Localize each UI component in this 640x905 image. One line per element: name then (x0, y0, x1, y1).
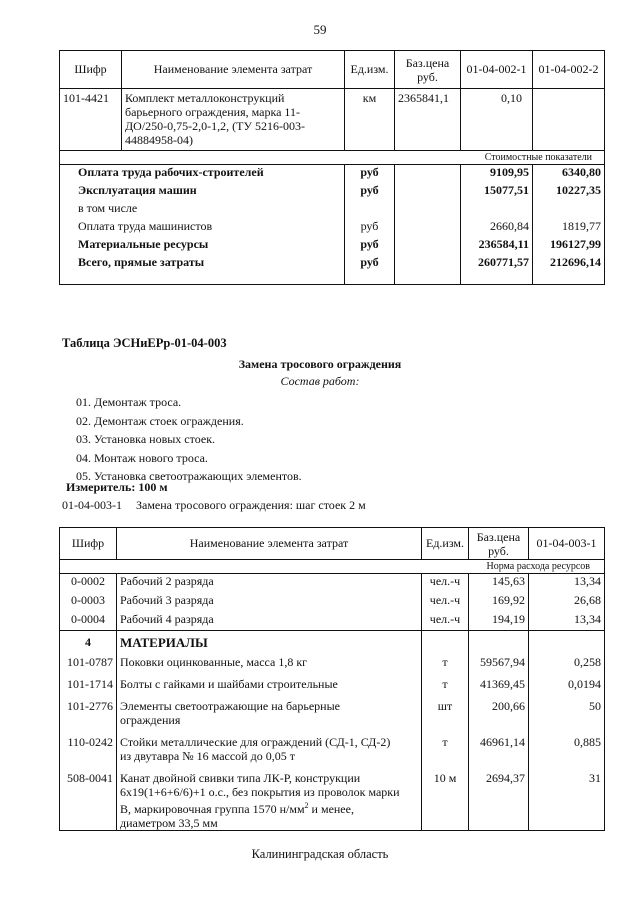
row-col-b: 10227,35 (533, 183, 605, 201)
material-name: Поковки оцинкованные, масса 1,8 кг (117, 655, 422, 677)
labor-code: 0-0003 (60, 593, 117, 612)
header-unit: Ед.изм. (345, 51, 395, 89)
material-unit: шт (422, 699, 469, 735)
row-col-a: 260771,57 (461, 255, 533, 285)
material-name (117, 771, 422, 831)
material-name-line: ограждения (120, 712, 181, 727)
material-price: 2694,37 (469, 771, 529, 831)
material-name-line: Стойки металлические для ограждений (СД-1, СД-2) (120, 734, 391, 749)
material-unit: т (422, 677, 469, 699)
header-base-price: Баз.цена руб. (395, 51, 461, 89)
material-code: 508-0041 (60, 771, 117, 831)
material-name (117, 735, 422, 771)
header-col-a: 01-04-002-1 (461, 51, 533, 89)
item-col-b (533, 89, 605, 151)
material-price: 59567,94 (469, 655, 529, 677)
row-name: Оплата труда рабочих-строителей (60, 165, 345, 183)
section-row (60, 151, 605, 165)
header-unit: Ед.изм. (422, 528, 469, 560)
labor-value: 13,34 (529, 574, 605, 593)
row-col-b: 196127,99 (533, 237, 605, 255)
labor-value: 26,68 (529, 593, 605, 612)
table-row (60, 677, 605, 699)
material-code: 101-1714 (60, 677, 117, 699)
header-code: Шифр (60, 51, 122, 89)
labor-unit: чел.-ч (422, 593, 469, 612)
material-name-line: диаметром 33,5 мм (120, 815, 218, 830)
header-code: Шифр (60, 528, 117, 560)
table-row (60, 201, 605, 219)
row-col-a: 2660,84 (461, 219, 533, 237)
material-code: 101-2776 (60, 699, 117, 735)
row-name: Всего, прямые затраты (60, 255, 345, 285)
labor-unit: чел.-ч (422, 574, 469, 593)
table-title: Таблица ЭСНиЕРр-01-04-003 (62, 336, 227, 350)
row-col-a: 9109,95 (461, 165, 533, 183)
table-row (60, 699, 605, 735)
material-name (117, 699, 422, 735)
item-unit: км (345, 89, 395, 151)
list-item: 03. Установка новых стоек. (76, 432, 216, 446)
table-row (60, 183, 605, 201)
labor-price: 145,63 (469, 574, 529, 593)
norm-label: Норма расхода ресурсов (60, 560, 605, 574)
work-list (76, 393, 302, 486)
materials-header-row (60, 631, 605, 655)
labor-name: Рабочий 4 разряда (117, 612, 422, 631)
header-name: Наименование элемента затрат (122, 51, 345, 89)
material-code: 110-0242 (60, 735, 117, 771)
row-unit: руб (345, 183, 395, 201)
row-col-a (461, 201, 533, 219)
item-col-a: 0,10 (461, 89, 533, 151)
table-row (60, 165, 605, 183)
composition-title: Состав работ: (280, 374, 360, 388)
header-base-price: Баз.цена руб. (469, 528, 529, 560)
header-col-a: 01-04-003-1 (529, 528, 605, 560)
row-name: Материальные ресурсы (60, 237, 345, 255)
table-row (60, 735, 605, 771)
row-col-b: 212696,14 (533, 255, 605, 285)
row-name: Оплата труда машинистов (60, 219, 345, 237)
list-item: 01. Демонтаж троса. (76, 395, 182, 409)
material-unit: т (422, 655, 469, 677)
header-name: Наименование элемента затрат (117, 528, 422, 560)
item-name (122, 89, 345, 151)
table-row (60, 612, 605, 631)
row-unit: руб (345, 255, 395, 285)
row-col-a: 236584,11 (461, 237, 533, 255)
material-value: 31 (529, 771, 605, 831)
material-name-line: Канат двойной свивки типа ЛК-Р, конструкции (120, 770, 361, 785)
material-name-line: В, маркировочная группа 1570 $н/мм^2$ и менее, (120, 800, 354, 816)
material-name-line: Элементы светоотражающие на барьерные (120, 698, 340, 713)
row-col-b: 6340,80 (533, 165, 605, 183)
material-code: 101-0787 (60, 655, 117, 677)
material-value: 0,885 (529, 735, 605, 771)
labor-code: 0-0004 (60, 612, 117, 631)
table-row (60, 771, 605, 831)
list-item: 04. Монтаж нового троса. (76, 450, 208, 465)
cost-table-01-04-002 (59, 50, 605, 285)
material-unit: т (422, 735, 469, 771)
section-title: Замена тросового ограждения (238, 357, 402, 371)
material-name: Болты с гайками и шайбами строительные (117, 677, 422, 699)
material-price: 41369,45 (469, 677, 529, 699)
section-row (60, 560, 605, 574)
measure-unit: Измеритель: 100 м (66, 480, 168, 494)
list-item: 02. Демонтаж стоек ограждения. (76, 413, 244, 428)
labor-name: Рабочий 2 разряда (117, 574, 422, 593)
row-unit: руб (345, 237, 395, 255)
labor-price: 169,92 (469, 593, 529, 612)
table-row (60, 255, 605, 285)
row-unit (345, 201, 395, 219)
table-row (60, 593, 605, 612)
row-col-a: 15077,51 (461, 183, 533, 201)
labor-code: 0-0002 (60, 574, 117, 593)
labor-price: 194,19 (469, 612, 529, 631)
material-value: 0,258 (529, 655, 605, 677)
variant-line (62, 498, 366, 513)
material-price: 46961,14 (469, 735, 529, 771)
material-price: 200,66 (469, 699, 529, 735)
list-item: 05. Установка светоотражающих элементов. (76, 469, 302, 483)
footer-region: Калининградская область (251, 847, 389, 861)
table-header-row (60, 51, 605, 89)
row-col-b (533, 201, 605, 219)
table-row (60, 219, 605, 237)
variant-description: Замена тросового ограждения: шаг стоек 2 м (136, 498, 366, 512)
material-value: 50 (529, 699, 605, 735)
table-row (60, 237, 605, 255)
table-row (60, 574, 605, 593)
table-row (60, 655, 605, 677)
page-number: 59 (313, 22, 327, 37)
material-name-line: 6х19(1+6+6/6)+1 о.с., без покрытия из проволок марки (120, 784, 400, 799)
labor-value: 13,34 (529, 612, 605, 631)
item-code: 101-4421 (60, 89, 122, 151)
material-value: 0,0194 (529, 677, 605, 699)
section-label: Стоимостные показатели (60, 151, 605, 165)
table-header-row (60, 528, 605, 560)
row-name: Эксплуатация машин (60, 183, 345, 201)
materials-code: 4 (60, 631, 117, 655)
item-base-price: 2365841,1 (395, 89, 461, 151)
variant-code: 01-04-003-1 (62, 498, 122, 512)
item-name-line: Комплект металлоконструкций (125, 91, 285, 105)
item-name-line: барьерного ограждения, марка 11- (125, 105, 300, 119)
table-row (60, 89, 605, 151)
labor-name: Рабочий 3 разряда (117, 593, 422, 612)
row-name: в том числе (60, 201, 345, 219)
material-unit: 10 м (422, 771, 469, 831)
header-col-b: 01-04-002-2 (533, 51, 605, 89)
row-col-b: 1819,77 (533, 219, 605, 237)
labor-unit: чел.-ч (422, 612, 469, 631)
row-unit: руб (345, 165, 395, 183)
resource-table-01-04-003 (59, 527, 605, 831)
material-name-line: из двутавра № 16 массой до 0,05 т (120, 748, 295, 763)
item-name-line: ДО/250-0,75-2,0-1,2, (ТУ 5216-003- (125, 119, 305, 133)
item-name-line: 44884958-04) (125, 133, 193, 147)
row-unit: руб (345, 219, 395, 237)
materials-label: МАТЕРИАЛЫ (117, 631, 422, 655)
